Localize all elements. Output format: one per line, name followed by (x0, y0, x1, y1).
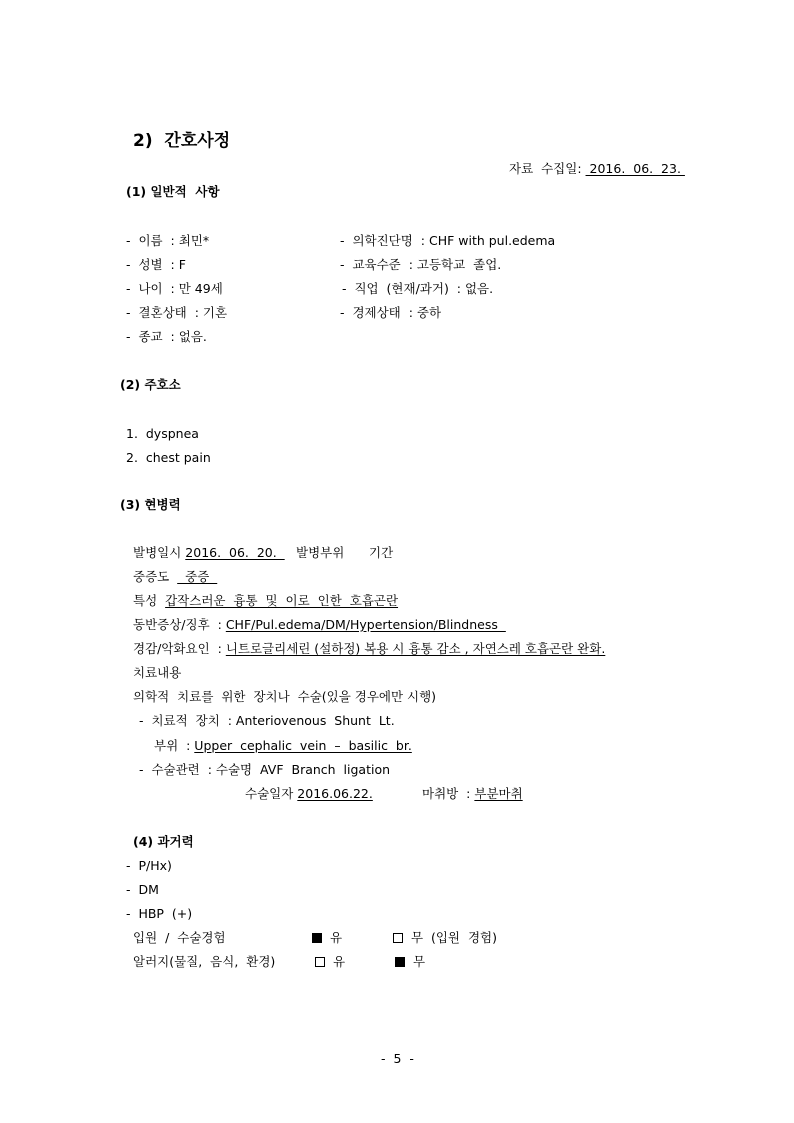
info-education: - 교육수준 : 고등학교 졸업. (340, 257, 502, 272)
feature-value: 갑작스러운 흉통 및 이로 인한 호흡곤란 (165, 593, 399, 608)
anesthesia-value: 부분마취 (474, 786, 523, 801)
section1-heading: (1) 일반적 사항 (126, 184, 220, 199)
info-economy: - 경제상태 : 중하 (340, 305, 442, 320)
feature-line (133, 593, 398, 609)
anesthesia-line (422, 786, 523, 802)
allergy-no-option (395, 954, 425, 970)
surgery-date-value: 2016.06.22. (297, 786, 373, 801)
allergy-label: 알러지(물질, 음식, 환경) (133, 954, 276, 969)
history-dm: - DM (126, 882, 159, 897)
section4-heading: (4) 과거력 (133, 834, 194, 849)
site2-value: Upper cephalic vein – basilic br. (194, 738, 412, 753)
section2-heading: (2) 주호소 (120, 377, 181, 392)
anesthesia-label: 마취방 : (422, 786, 471, 801)
surgery-date-line (245, 786, 373, 802)
collection-date (509, 161, 685, 177)
admission-no-label: 무 (입원 경험) (410, 930, 497, 945)
treatment-label: 치료내용 (133, 665, 182, 680)
admission-yes-label: 유 (329, 930, 343, 945)
info-age: - 나이 : 만 49세 (126, 281, 223, 296)
info-diagnosis: - 의학진단명 : CHF with pul.edema (340, 233, 556, 248)
symptom-line (133, 617, 506, 633)
allergy-yes-label: 유 (332, 954, 346, 969)
severity-label: 중증도 (133, 569, 170, 584)
info-sex: - 성별 : F (126, 257, 186, 272)
info-occupation: - 직업 (현재/과거) : 없음. (342, 281, 494, 296)
section3-heading: (3) 현병력 (120, 497, 181, 512)
site2-label: 부위 : (154, 738, 191, 753)
page-title: 2) 간호사정 (133, 131, 231, 151)
symptom-value: CHF/Pul.edema/DM/Hypertension/Blindness (225, 617, 506, 632)
site2-line (154, 738, 412, 754)
unchecked-box-icon (393, 933, 403, 943)
site-label: 발병부위 (296, 545, 345, 560)
procedure-label: 의학적 치료를 위한 장치나 수술(있을 경우에만 시행) (133, 689, 437, 704)
surgery-line: - 수술관련 : 수술명 AVF Branch ligation (139, 762, 391, 777)
onset-value: 2016. 06. 20. (185, 545, 285, 560)
admission-label: 입원 / 수술경험 (133, 930, 226, 945)
allergy-no-label: 무 (412, 954, 426, 969)
allergy-yes-option (315, 954, 345, 970)
collection-date-value: 2016. 06. 23. (585, 161, 685, 176)
onset-line (133, 545, 285, 561)
admission-no-option (393, 930, 497, 946)
severity-line (133, 569, 217, 585)
factor-label: 경감/악화요인 : (133, 641, 222, 656)
collection-date-label: 자료 수집일: (509, 161, 582, 176)
admission-yes-option (312, 930, 342, 946)
info-name: - 이름 : 최민* (126, 233, 210, 248)
complaint-1: 1. dyspnea (126, 426, 199, 441)
symptom-label: 동반증상/징후 : (133, 617, 222, 632)
device-line: - 치료적 장치 : Anteriovenous Shunt Lt. (139, 713, 395, 728)
factor-value: 니트로글리세린 (설하정) 복용 시 흉통 감소 , 자연스레 호흡곤란 완화. (225, 641, 606, 656)
complaint-2: 2. chest pain (126, 450, 211, 465)
severity-value: 중증 (177, 569, 218, 584)
history-hbp: - HBP (+) (126, 906, 193, 921)
unchecked-box-icon (315, 957, 325, 967)
info-religion: - 종교 : 없음. (126, 329, 207, 344)
onset-label: 발병일시 (133, 545, 182, 560)
page-number: - 5 - (381, 1051, 414, 1066)
feature-label: 특성 (133, 593, 158, 608)
period-label: 기간 (369, 545, 394, 560)
info-marital: - 결혼상태 : 기혼 (126, 305, 228, 320)
factor-line (133, 641, 605, 657)
checked-box-icon (395, 957, 405, 967)
checked-box-icon (312, 933, 322, 943)
surgery-date-label: 수술일자 (245, 786, 294, 801)
history-phx: - P/Hx) (126, 858, 172, 873)
